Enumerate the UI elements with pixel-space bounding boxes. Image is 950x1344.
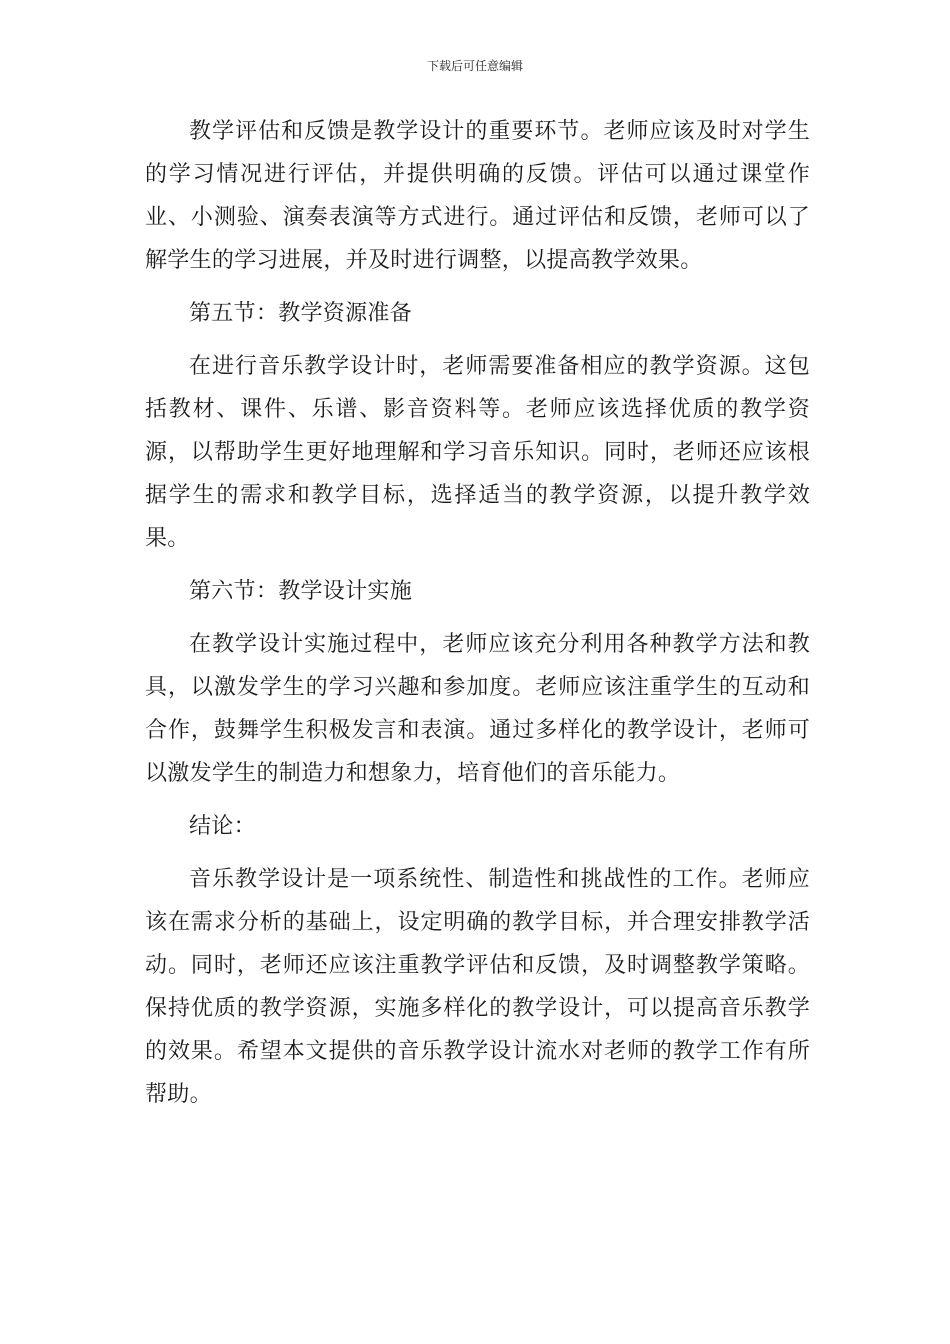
section-heading-resources: 第五节：教学资源准备: [189, 301, 413, 326]
document-body: [145, 110, 810, 1126]
paragraph-implementation: 在教学设计实施过程中，老师应该充分利用各种教学方法和教具，以激发学生的学习兴趣和参加度。老师应该注重学生的互动和合作，鼓舞学生积极发言和表演。通过多样化的教学设计，老师可以激发学生的制造力和想象力，培育他们的音乐能力。: [145, 632, 810, 786]
paragraph-teaching-resources: 在进行音乐教学设计时，老师需要准备相应的教学资源。这包括教材、课件、乐谱、影音资料等。老师应该选择优质的教学资源，以帮助学生更好地理解和学习音乐知识。同时，老师还应该根据学生的需求和教学目标，选择适当的教学资源，以提升教学效果。: [145, 354, 810, 551]
paragraph-evaluation-feedback: 教学评估和反馈是教学设计的重要环节。老师应该及时对学生的学习情况进行评估，并提供明确的反馈。评估可以通过课堂作业、小测验、演奏表演等方式进行。通过评估和反馈，老师可以了解学生的学习进展，并及时进行调整，以提高教学效果。: [145, 119, 810, 273]
paragraph-conclusion: 音乐教学设计是一项系统性、制造性和挑战性的工作。老师应该在需求分析的基础上，设定明确的教学目标，并合理安排教学活动。同时，老师还应该注重教学评估和反馈，及时调整教学策略。保持优质的教学资源，实施多样化的教学设计，可以提高音乐教学的效果。希望本文提供的音乐教学设计流水对老师的教学工作有所帮助。: [145, 867, 810, 1107]
section-heading-conclusion: 结论：: [189, 814, 256, 839]
section-heading-implementation: 第六节：教学设计实施: [189, 579, 413, 604]
page-header: 下载后可任意编辑: [426, 59, 523, 73]
